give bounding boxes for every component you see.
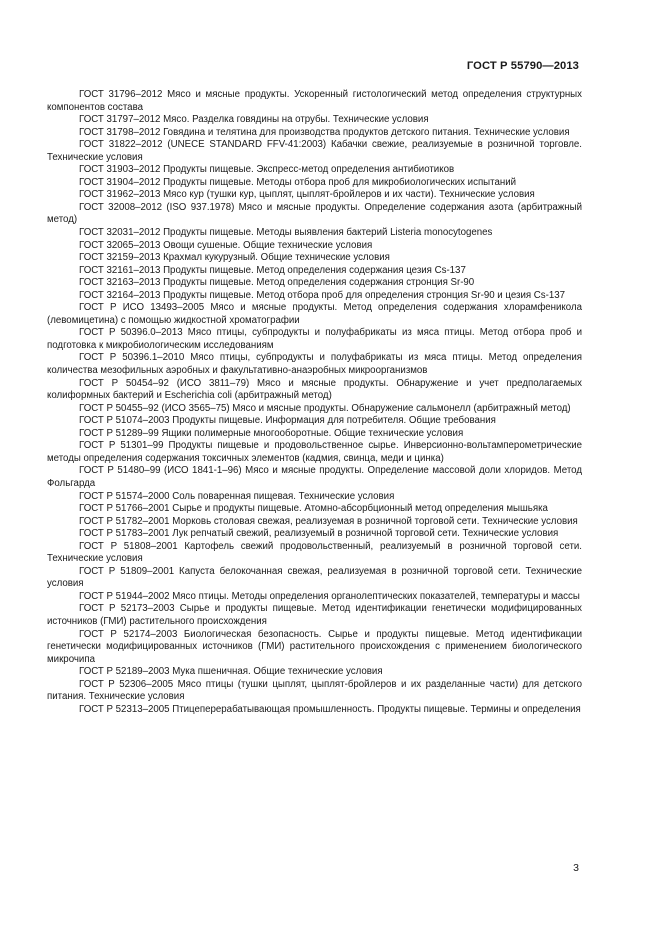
normative-references-list (47, 89, 582, 716)
reference-item: ГОСТ Р 50396.0–2013 Мясо птицы, субпродукты и полуфабрикаты из мяса птицы. Метод отбора проб и подготовка к микробиологическим исследованиям (47, 327, 582, 351)
reference-item: ГОСТ Р 51289–99 Ящики полимерные многооборотные. Общие технические условия (79, 427, 464, 439)
page-number: 3 (573, 862, 579, 874)
reference-item: ГОСТ Р 51301–99 Продукты пищевые и продовольственное сырье. Инверсионно-вольтамперометрические методы определения содержания токсичных элементов (кадмия, свинца, меди и цинка) (47, 440, 582, 464)
reference-item: ГОСТ Р 51944–2002 Мясо птицы. Методы определения органолептических показателей, температуры и массы (79, 590, 580, 602)
document-header: ГОСТ Р 55790—2013 (466, 60, 579, 72)
reference-item: ГОСТ 31796–2012 Мясо и мясные продукты. Ускоренный гистологический метод определения структурных компонентов состава (47, 89, 582, 113)
reference-item: ГОСТ Р 51480–99 (ИСО 1841-1–96) Мясо и мясные продукты. Определение массовой доли хлоридов. Метод Фольгарда (47, 465, 582, 489)
reference-item: ГОСТ Р 51574–2000 Соль поваренная пищевая. Технические условия (79, 490, 395, 502)
reference-item: ГОСТ 32031–2012 Продукты пищевые. Методы выявления бактерий Listeria monocytogenes (79, 227, 493, 239)
reference-item: ГОСТ Р 51808–2001 Картофель свежий продовольственный, реализуемый в розничной торговой сети. Технические условия (47, 540, 582, 565)
reference-item: ГОСТ Р 51783–2001 Лук репчатый свежий, реализуемый в розничной торговой сети. Технические условия (79, 528, 559, 540)
reference-item: ГОСТ 31797–2012 Мясо. Разделка говядины на отрубы. Технические условия (79, 114, 429, 126)
reference-item: ГОСТ Р 52306–2005 Мясо птицы (тушки цыплят, цыплят-бройлеров и их разделанные части) для детского питания. Технические условия (47, 678, 582, 703)
reference-item: ГОСТ Р 50454–92 (ИСО 3811–79) Мясо и мясные продукты. Обнаружение и учет предполагаемых колиформных бактерий и Escherichia coli (арбитражный метод) (47, 377, 582, 402)
reference-item: ГОСТ 31798–2012 Говядина и телятина для производства продуктов детского питания. Технические условия (79, 126, 570, 138)
reference-item: ГОСТ Р 52173–2003 Сырье и продукты пищевые. Метод идентификации генетически модифицированных источников (ГМИ) растительного происхождения (47, 603, 582, 627)
reference-item: ГОСТ 32159–2013 Крахмал кукурузный. Общие технические условия (79, 252, 390, 264)
reference-item: ГОСТ Р 52313–2005 Птицеперерабатывающая промышленность. Продукты пищевые. Термины и определения (79, 703, 581, 715)
reference-item: ГОСТ 32008–2012 (ISO 937.1978) Мясо и мясные продукты. Определение содержания азота (арбитражный метод) (47, 201, 582, 226)
reference-item: ГОСТ Р 52174–2003 Биологическая безопасность. Сырье и продукты пищевые. Метод идентификации генетически модифицированных источников (ГМИ) растительного происхождения с применением биологического микрочипа (47, 628, 582, 665)
reference-item: ГОСТ Р 51809–2001 Капуста белокочанная свежая, реализуемая в розничной торговой сети. Технические условия (47, 565, 582, 590)
reference-item: ГОСТ 31822–2012 (UNECE STANDARD FFV-41:2003) Кабачки свежие, реализуемые в розничной торговле. Технические условия (47, 139, 582, 163)
reference-item: ГОСТ Р ИСО 13493–2005 Мясо и мясные продукты. Метод определения содержания хлорамфеникола (левомицетина) с помощью жидкостной хроматографии (47, 302, 582, 326)
reference-item: ГОСТ Р 50455–92 (ИСО 3565–75) Мясо и мясные продукты. Обнаружение сальмонелл (арбитражный метод) (79, 402, 571, 414)
reference-item: ГОСТ 31962–2013 Мясо кур (тушки кур, цыплят, цыплят-бройлеров и их части). Технические условия (79, 189, 535, 201)
reference-item: ГОСТ Р 51074–2003 Продукты пищевые. Информация для потребителя. Общие требования (79, 415, 496, 427)
reference-item: ГОСТ 32164–2013 Продукты пищевые. Метод отбора проб для определения стронция Sr-90 и цезия Cs-137 (79, 289, 566, 301)
reference-item: ГОСТ 31903–2012 Продукты пищевые. Экспресс-метод определения антибиотиков (79, 164, 455, 176)
reference-item: ГОСТ 32065–2013 Овощи сушеные. Общие технические условия (79, 239, 373, 251)
reference-item: ГОСТ Р 51766–2001 Сырье и продукты пищевые. Атомно-абсорбционный метод определения мышьяка (79, 503, 548, 515)
reference-item: ГОСТ 31904–2012 Продукты пищевые. Методы отбора проб для микробиологических испытаний (79, 176, 517, 188)
reference-item: ГОСТ Р 51782–2001 Морковь столовая свежая, реализуемая в розничной торговой сети. Технические условия (79, 515, 578, 527)
reference-item: ГОСТ 32163–2013 Продукты пищевые. Метод определения содержания стронция Sr-90 (79, 277, 475, 289)
reference-item: ГОСТ Р 50396.1–2010 Мясо птицы, субпродукты и полуфабрикаты из мяса птицы. Метод определения количества мезофильных аэробных и факультативно-анаэробных микроорганизмов (47, 352, 582, 377)
reference-item: ГОСТ Р 52189–2003 Мука пшеничная. Общие технические условия (79, 666, 383, 678)
reference-item: ГОСТ 32161–2013 Продукты пищевые. Метод определения содержания цезия Cs-137 (79, 264, 466, 276)
